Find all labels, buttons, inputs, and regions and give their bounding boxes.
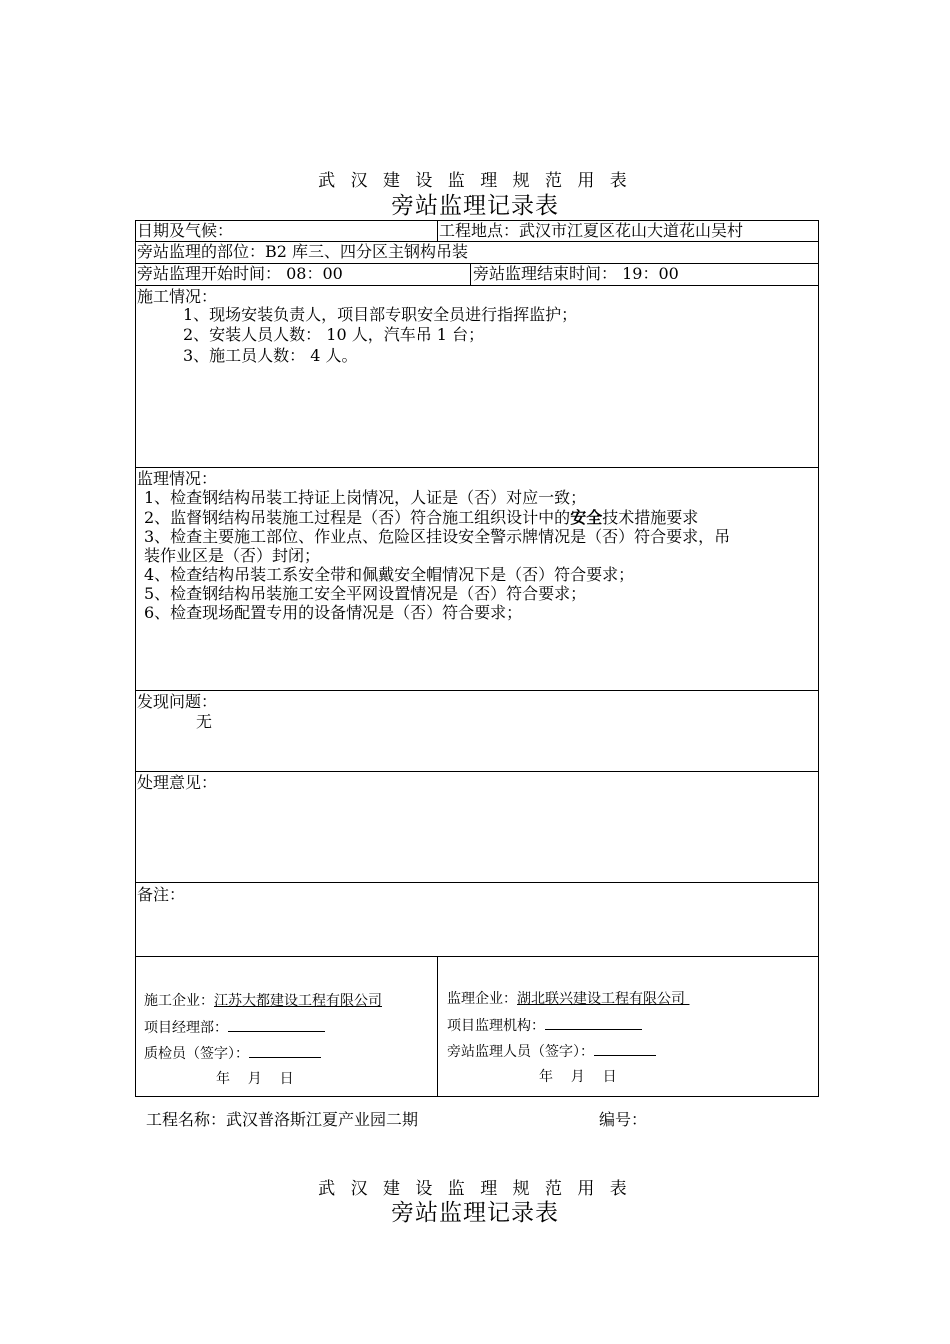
supervision-item: 5、检查钢结构吊装施工安全平网设置情况是（否）符合要求； <box>144 584 587 603</box>
contractor-company-name: 江苏大都建设工程有限公司 <box>214 993 382 1009</box>
supervision-item-text: 2、监督钢结构吊装施工过程是（否）符合施工组织设计中的 <box>144 508 571 527</box>
supervisor-date: 年 月 日 <box>539 1069 617 1085</box>
handling-label: 处理意见： <box>137 773 218 792</box>
supervisor-company <box>447 989 689 1009</box>
supervision-part: 旁站监理的部位：B2 库三、四分区主钢构吊装 <box>137 242 469 261</box>
contractor-company-label: 施工企业： <box>144 993 214 1009</box>
supervision-item: 装作业区是（否）封闭； <box>144 546 321 565</box>
contractor-date: 年 月 日 <box>216 1071 294 1087</box>
problems-value: 无 <box>196 712 213 731</box>
project-manager-label: 项目经理部： <box>144 1020 228 1036</box>
start-time: 旁站监理开始时间： 08：00 <box>137 264 343 283</box>
qc-inspector-signature-blank <box>249 1043 321 1058</box>
supervision-org-label: 项目监理机构： <box>447 1018 545 1034</box>
project-name: 工程名称：武汉普洛斯江夏产业园二期 <box>146 1110 419 1129</box>
project-manager-line <box>144 1017 325 1038</box>
supervision-item: 6、检查现场配置专用的设备情况是（否）符合要求； <box>144 603 523 622</box>
row-divider <box>135 467 819 468</box>
qc-inspector-label: 质检员（签字）： <box>144 1046 249 1062</box>
row-divider <box>135 771 819 772</box>
form-subtitle: 武 汉 建 设 监 理 规 范 用 表 <box>318 171 632 191</box>
remarks-label: 备注： <box>137 885 186 904</box>
row-divider <box>135 690 819 691</box>
project-location: 工程地点：武汉市江夏区花山大道花山吴村 <box>439 221 744 240</box>
supervision-item: 3、检查主要施工部位、作业点、危险区挂设安全警示牌情况是（否）符合要求，吊 <box>144 527 731 546</box>
row-divider <box>135 285 819 286</box>
construction-label: 施工情况： <box>137 287 218 306</box>
supervisor-company-name: 湖北联兴建设工程有限公司 <box>517 991 690 1007</box>
project-manager-blank <box>228 1017 325 1032</box>
supervision-item <box>144 508 698 528</box>
next-page-subtitle: 武 汉 建 设 监 理 规 范 用 表 <box>318 1179 632 1199</box>
construction-item: 3、施工员人数： 4 人。 <box>183 346 358 365</box>
supervision-item-text: 技术措施要求 <box>602 508 699 527</box>
supervision-item: 1、检查钢结构吊装工持证上岗情况，人证是（否）对应一致； <box>144 488 587 507</box>
cell-divider <box>437 220 438 241</box>
form-title: 旁站监理记录表 <box>391 193 559 219</box>
supervision-item-highlight: 安全 <box>570 508 603 527</box>
supervisor-company-label: 监理企业： <box>447 991 517 1007</box>
form-number-label: 编号： <box>599 1110 648 1129</box>
cell-divider <box>437 956 438 1097</box>
problems-label: 发现问题： <box>137 692 218 711</box>
construction-item: 1、现场安装负责人，项目部专职安全员进行指挥监护； <box>183 305 578 324</box>
supervision-item: 4、检查结构吊装工系安全带和佩戴安全帽情况下是（否）符合要求； <box>144 565 635 584</box>
date-weather-label: 日期及气候： <box>137 221 234 240</box>
next-page-title: 旁站监理记录表 <box>391 1200 559 1226</box>
row-divider <box>135 882 819 883</box>
contractor-company <box>144 991 382 1011</box>
supervision-org-line <box>447 1015 642 1036</box>
supervision-label: 监理情况： <box>137 469 218 488</box>
end-time: 旁站监理结束时间： 19：00 <box>473 264 679 283</box>
supervision-staff-signature-blank <box>594 1041 656 1056</box>
construction-item: 2、安装人员人数： 10 人，汽车吊 1 台； <box>183 325 485 344</box>
supervision-org-blank <box>545 1015 642 1030</box>
qc-inspector-line <box>144 1043 321 1064</box>
cell-divider <box>470 263 471 285</box>
supervision-staff-line <box>447 1041 656 1062</box>
supervision-staff-label: 旁站监理人员（签字）： <box>447 1044 594 1060</box>
row-divider <box>135 956 819 957</box>
